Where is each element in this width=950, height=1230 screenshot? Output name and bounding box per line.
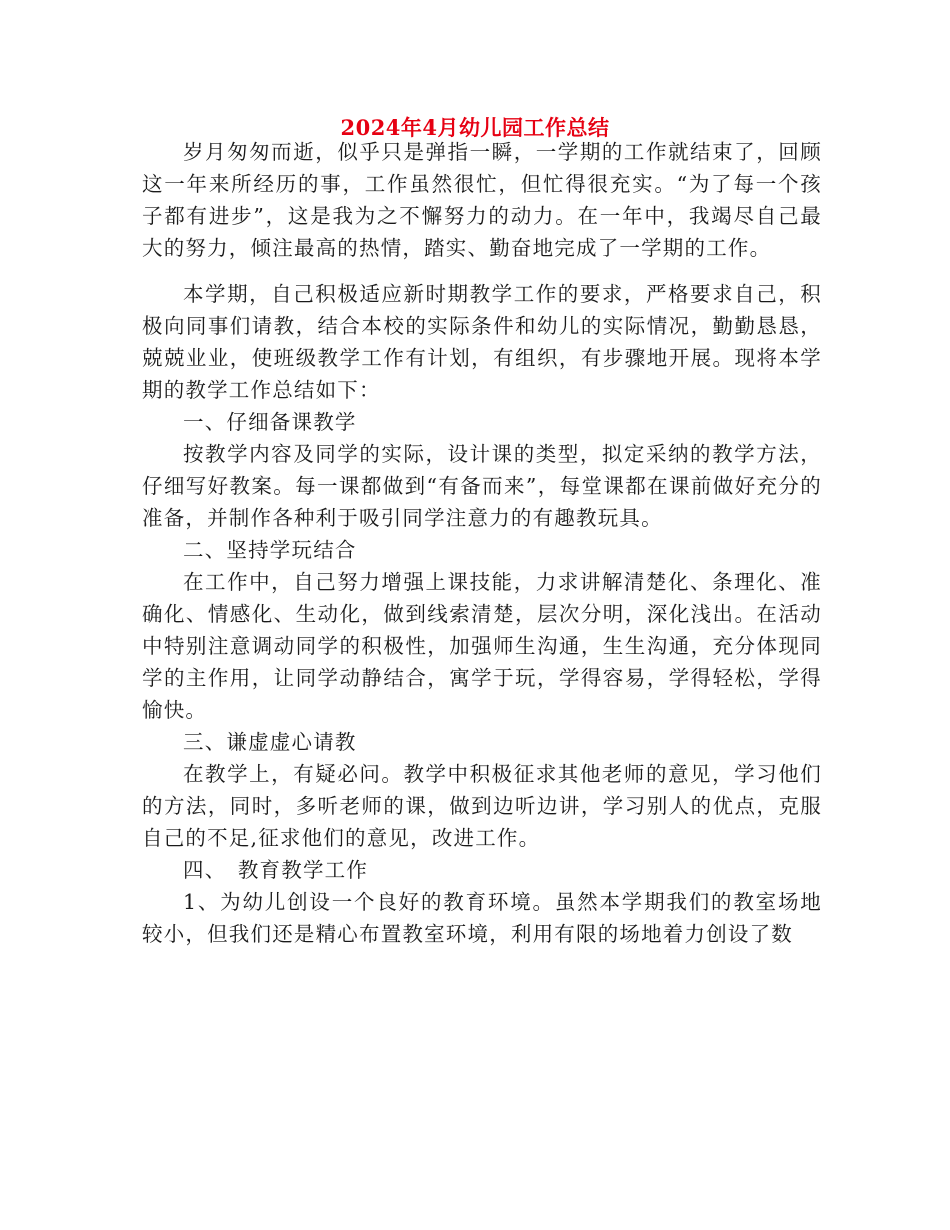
document-title: 2024年4月幼儿园工作总结 <box>340 115 610 140</box>
document-body <box>142 136 822 950</box>
paragraph-section-2: 在工作中，自己努力增强上课技能，力求讲解清楚化、条理化、准确化、情感化、生动化，做到线索清楚，层次分明，深化浅出。在活动中特别注意调动同学的积极性，加强师生沟通，生生沟通，充分体现同学的主作用，让同学动静结合，寓学于玩，学得容易，学得轻松，学得愉快。 <box>142 570 822 722</box>
paragraph-section-1: 按教学内容及同学的实际，设计课的类型，拟定采纳的教学方法，仔细写好教案。每一课都做到“有备而来”，每堂课都在课前做好充分的准备，并制作各种利于吸引同学注意力的有趣教玩具。 <box>142 442 822 530</box>
paragraph-section-4-item-1: 1、为幼儿创设一个良好的教育环境。虽然本学期我们的教室场地较小，但我们还是精心布置教室环境，利用有限的场地着力创设了数 <box>142 890 822 946</box>
paragraph-section-3: 在教学上，有疑必问。教学中积极征求其他老师的意见，学习他们的方法，同时，多听老师的课，做到边听边讲，学习别人的优点，克服自己的不足,征求他们的意见，改进工作。 <box>142 762 822 850</box>
section-heading-4: 四、 教育教学工作 <box>183 858 369 882</box>
section-heading-3: 三、谦虚虚心请教 <box>183 730 357 754</box>
paragraph-intro: 岁月匆匆而逝，似乎只是弹指一瞬，一学期的工作就结束了，回顾这一年来所经历的事，工作虽然很忙，但忙得很充实。“为了每一个孩子都有进步”，这是我为之不懈努力的动力。在一年中，我竭尽自己最大的努力，倾注最高的热情，踏实、勤奋地完成了一学期的工作。 <box>142 140 822 260</box>
section-heading-2: 二、坚持学玩结合 <box>183 538 357 562</box>
paragraph-semester: 本学期，自己积极适应新时期教学工作的要求，严格要求自己，积极向同事们请教，结合本校的实际条件和幼儿的实际情况，勤勤恳恳，兢兢业业，使班级教学工作有计划，有组织，有步骤地开展。现将本学期的教学工作总结如下： <box>142 282 822 402</box>
section-heading-1: 一、仔细备课教学 <box>183 410 357 434</box>
